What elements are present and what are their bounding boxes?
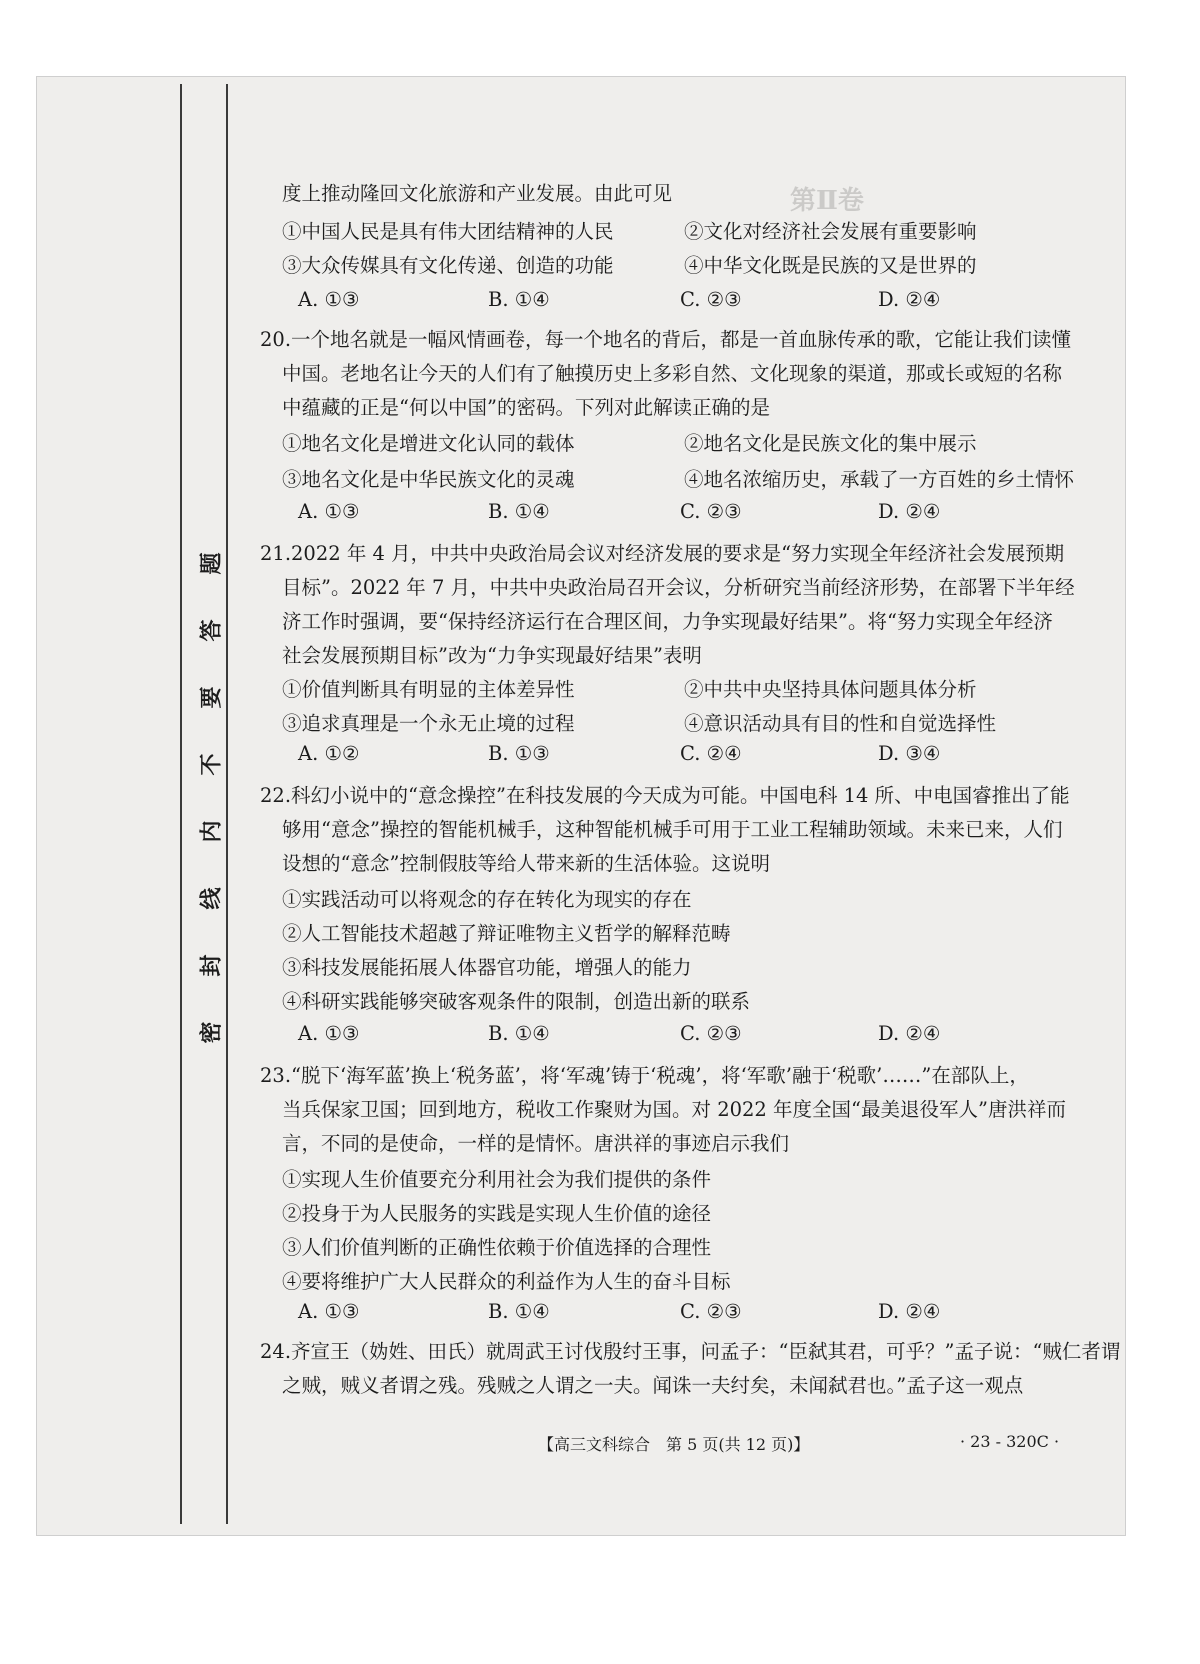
- notice-char: 密: [198, 1021, 225, 1044]
- q21-option-1: ①价值判断具有明显的主体差异性: [282, 678, 575, 701]
- q20-stem-line: 20.一个地名就是一幅风情画卷，每一个地名的背后，都是一首血脉传承的歌，它能让我们读懂: [260, 328, 1072, 351]
- q20-option-4: ④地名浓缩历史，承载了一方百姓的乡土情怀: [684, 468, 1075, 491]
- q20-choice-d: D. ②④: [878, 500, 941, 523]
- q22-option-1: ①实践活动可以将观念的存在转化为现实的存在: [282, 888, 692, 911]
- q22-choice-a: A. ①③: [298, 1022, 360, 1045]
- q19-choice-b: B. ①④: [488, 288, 550, 311]
- q21-stem-line: 社会发展预期目标”改为“力争实现最好结果”表明: [282, 644, 702, 667]
- notice-char: 题: [198, 552, 225, 575]
- q21-option-2: ②中共中央坚持具体问题具体分析: [684, 678, 977, 701]
- notice-char: 线: [198, 887, 225, 910]
- q22-stem-line: 22.科幻小说中的“意念操控”在科技发展的今天成为可能。中国电科 14 所、中电国睿推出了能: [260, 784, 1070, 807]
- q23-stem-line: 23.“脱下‘海军蓝’换上‘税务蓝’，将‘军魂’铸于‘税魂’，将‘军歌’融于‘税歌’……”在部队上，: [260, 1064, 1029, 1087]
- q19-choice-c: C. ②③: [680, 288, 742, 311]
- bleed-through-title: 第Ⅱ卷: [790, 186, 864, 216]
- q23-choice-d: D. ②④: [878, 1300, 941, 1323]
- q21-stem-line: 目标”。2022 年 7 月，中共中央政治局召开会议，分析研究当前经济形势，在部署下半年经: [282, 576, 1075, 599]
- q23-choice-b: B. ①④: [488, 1300, 550, 1323]
- margin-rule-outer: [180, 84, 182, 1524]
- q22-stem-line: 够用“意念”操控的智能机械手，这种智能机械手可用于工业工程辅助领域。未来已来，人们: [282, 818, 1063, 841]
- q19-option-3: ③大众传媒具有文化传递、创造的功能: [282, 254, 614, 277]
- q20-option-2: ②地名文化是民族文化的集中展示: [684, 432, 977, 455]
- q20-choice-b: B. ①④: [488, 500, 550, 523]
- q21-choice-d: D. ③④: [878, 742, 941, 765]
- q19-choice-d: D. ②④: [878, 288, 941, 311]
- notice-char: 封: [198, 954, 225, 977]
- q24-stem-line: 24.齐宣王（妫姓、田氏）就周武王讨伐殷纣王事，问孟子：“臣弑其君，可乎？”孟子说：“贼仁者谓: [260, 1340, 1121, 1363]
- q22-choice-b: B. ①④: [488, 1022, 550, 1045]
- q20-choice-a: A. ①③: [298, 500, 360, 523]
- q19-stem: 度上推动隆回文化旅游和产业发展。由此可见: [282, 182, 673, 205]
- notice-char: 要: [198, 686, 225, 709]
- q23-stem-line: 言，不同的是使命，一样的是情怀。唐洪祥的事迹启示我们: [282, 1132, 790, 1155]
- page-footer-center: 【高三文科综合 第 5 页(共 12 页)】: [538, 1435, 810, 1454]
- q22-choice-c: C. ②③: [680, 1022, 742, 1045]
- notice-char: 不: [198, 753, 225, 776]
- q19-option-1: ①中国人民是具有伟大团结精神的人民: [282, 220, 614, 243]
- page-footer-code: · 23 - 320C ·: [960, 1432, 1060, 1451]
- q23-option-1: ①实现人生价值要充分利用社会为我们提供的条件: [282, 1168, 712, 1191]
- q19-choice-a: A. ①③: [298, 288, 360, 311]
- q20-option-1: ①地名文化是增进文化认同的载体: [282, 432, 575, 455]
- q21-option-3: ③追求真理是一个永无止境的过程: [282, 712, 575, 735]
- q24-stem-line: 之贼，贼义者谓之残。残贼之人谓之一夫。闻诛一夫纣矣，未闻弑君也。”孟子这一观点: [282, 1374, 1024, 1397]
- q20-stem-line: 中蕴藏的正是“何以中国”的密码。下列对此解读正确的是: [282, 396, 770, 419]
- q21-stem-line: 21.2022 年 4 月，中共中央政治局会议对经济发展的要求是“努力实现全年经济社会发展预期: [260, 542, 1065, 565]
- q22-choice-d: D. ②④: [878, 1022, 941, 1045]
- q20-stem-line: 中国。老地名让今天的人们有了触摸历史上多彩自然、文化现象的渠道，那或长或短的名称: [282, 362, 1063, 385]
- q23-option-3: ③人们价值判断的正确性依赖于价值选择的合理性: [282, 1236, 712, 1259]
- q21-stem-line: 济工作时强调，要“保持经济运行在合理区间，力争实现最好结果”。将“努力实现全年经济: [282, 610, 1053, 633]
- notice-char: 内: [198, 820, 225, 843]
- q20-option-3: ③地名文化是中华民族文化的灵魂: [282, 468, 575, 491]
- q21-option-4: ④意识活动具有目的性和自觉选择性: [684, 712, 997, 735]
- q23-choice-a: A. ①③: [298, 1300, 360, 1323]
- q22-option-2: ②人工智能技术超越了辩证唯物主义哲学的解释范畴: [282, 922, 731, 945]
- q21-choice-c: C. ②④: [680, 742, 742, 765]
- notice-char: 答: [198, 619, 225, 642]
- q23-stem-line: 当兵保家卫国；回到地方，税收工作聚财为国。对 2022 年度全国“最美退役军人”唐洪祥而: [282, 1098, 1066, 1121]
- q22-option-4: ④科研实践能够突破客观条件的限制，创造出新的联系: [282, 990, 751, 1013]
- sealing-line-notice: [192, 548, 228, 1048]
- q22-stem-line: 设想的“意念”控制假肢等给人带来新的生活体验。这说明: [282, 852, 770, 875]
- q23-option-4: ④要将维护广大人民群众的利益作为人生的奋斗目标: [282, 1270, 731, 1293]
- q22-option-3: ③科技发展能拓展人体器官功能，增强人的能力: [282, 956, 692, 979]
- q23-option-2: ②投身于为人民服务的实践是实现人生价值的途径: [282, 1202, 712, 1225]
- q21-choice-a: A. ①②: [298, 742, 360, 765]
- q23-choice-c: C. ②③: [680, 1300, 742, 1323]
- q21-choice-b: B. ①③: [488, 742, 550, 765]
- q20-choice-c: C. ②③: [680, 500, 742, 523]
- q19-option-4: ④中华文化既是民族的又是世界的: [684, 254, 977, 277]
- q19-option-2: ②文化对经济社会发展有重要影响: [684, 220, 977, 243]
